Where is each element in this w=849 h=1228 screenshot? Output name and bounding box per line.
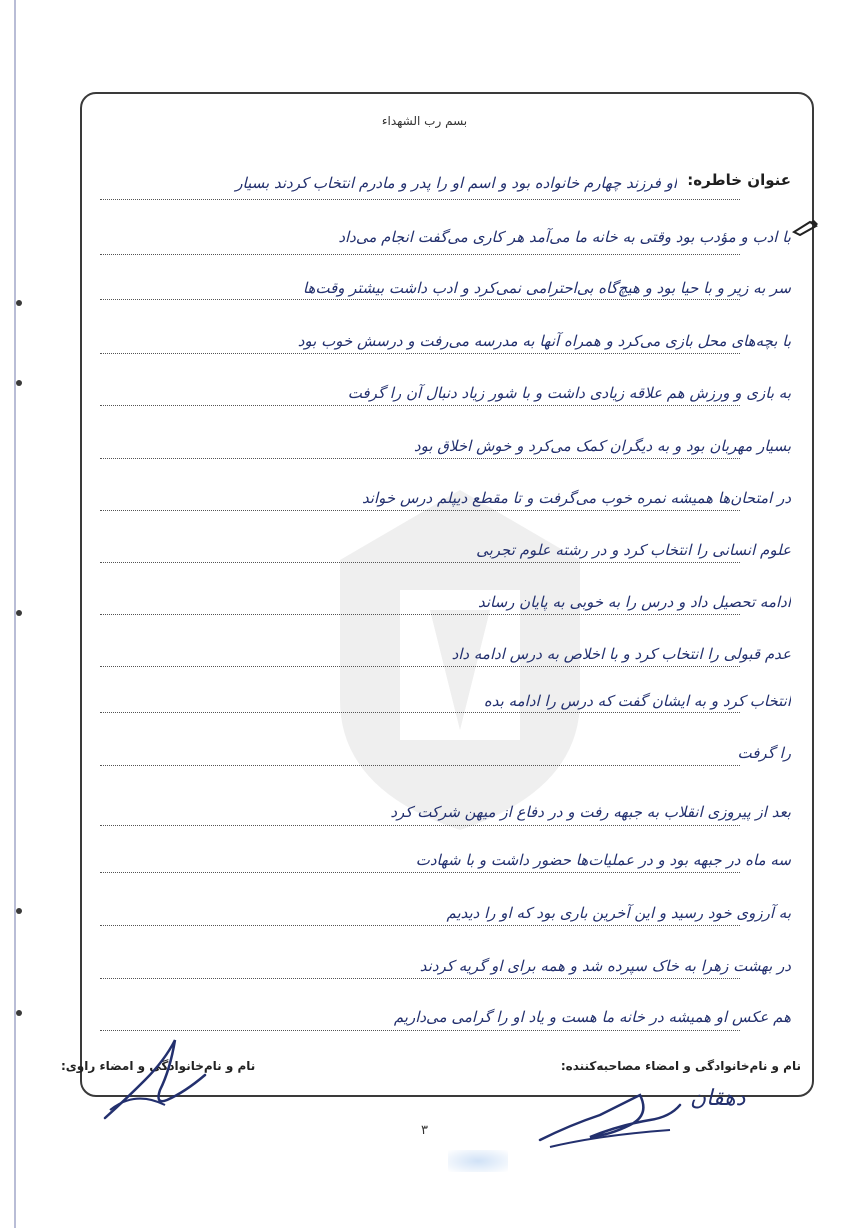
writing-rule (100, 765, 740, 766)
handwritten-line: سر به زیر و با حیا بود و هیچ‌گاه بی‌احترامی نمی‌کرد و ادب داشت بیشتر وقت‌ها (302, 279, 791, 297)
handwritten-line: بعد از پیروزی انقلاب به جبهه رفت و در دفاع از میهن شرکت کرد (390, 803, 791, 821)
writing-rule (100, 405, 740, 406)
ink-smudge (448, 1150, 508, 1172)
handwritten-line: عدم قبولی را انتخاب کرد و با اخلاص به درس ادامه داد (451, 645, 791, 663)
writing-rule (100, 614, 740, 615)
writing-rule (100, 872, 740, 873)
narrator-signature (95, 1030, 215, 1125)
writing-rule (100, 458, 740, 459)
page-number: ۳ (421, 1123, 428, 1138)
handwritten-line: بسیار مهربان بود و به دیگران کمک می‌کرد و خوش اخلاق بود (413, 437, 791, 455)
handwritten-line: را گرفت (737, 744, 791, 762)
handwritten-line: به آرزوی خود رسید و این آخرین باری بود که او را دیدیم (446, 904, 791, 922)
handwritten-line: هم عکس او همیشه در خانه ما هست و یاد او را گرامی می‌داریم (393, 1008, 791, 1026)
writing-rule (100, 666, 740, 667)
handwritten-line: با ادب و مؤدب بود وقتی به خانه ما می‌آمد هر کاری می‌گفت انجام می‌داد (338, 228, 791, 246)
handwritten-line: به بازی و ورزش هم علاقه زیادی داشت و با شور زیاد دنبال آن را گرفت (347, 384, 791, 402)
writing-rule (100, 978, 740, 979)
writing-rule (100, 353, 740, 354)
memory-title-label: عنوان خاطره: (687, 171, 791, 189)
handwritten-line: در امتحان‌ها همیشه نمره خوب می‌گرفت و تا مقطع دیپلم درس خواند (361, 489, 791, 507)
writing-rule (100, 925, 740, 926)
writing-rule (100, 712, 740, 713)
handwritten-line: ادامه تحصیل داد و درس را به خوبی به پایان رساند (477, 593, 791, 611)
punch-hole (16, 300, 22, 306)
interviewer-name: دهقان (690, 1086, 746, 1111)
punch-hole (16, 908, 22, 914)
handwritten-line: انتخاب کرد و به ایشان گفت که درس را ادامه بده (483, 692, 791, 710)
writing-rule (100, 825, 740, 826)
narrator-signature-label: نام و نام‌خانوادگی و امضاء راوی: (61, 1059, 256, 1073)
writing-rule (100, 562, 740, 563)
interviewer-signature (530, 1075, 690, 1155)
handwritten-line: با بچه‌های محل بازی می‌کرد و همراه آنها به مدرسه می‌رفت و درسش خوب بود (297, 332, 791, 350)
punch-hole (16, 1010, 22, 1016)
page-title: بسم رب الشهداء (381, 114, 468, 128)
pen-icon (792, 218, 820, 236)
interviewer-signature-label: نام و نام‌خانوادگی و امضاء مصاحبه‌کننده: (560, 1059, 801, 1073)
writing-rule (100, 254, 740, 255)
punch-hole (16, 610, 22, 616)
writing-rule (100, 510, 740, 511)
handwritten-line: او فرزند چهارم خانواده بود و اسم او را پدر و مادرم انتخاب کردند بسیار (235, 174, 677, 192)
handwritten-line: در بهشت زهرا به خاک سپرده شد و همه برای او گریه کردند (419, 957, 791, 975)
handwritten-line: علوم انسانی را انتخاب کرد و در رشته علوم تجربی (476, 541, 791, 559)
writing-rule (100, 199, 740, 200)
writing-rule (100, 299, 740, 300)
punch-hole (16, 380, 22, 386)
handwritten-line: سه ماه در جبهه بود و در عملیات‌ها حضور داشت و با شهادت (415, 851, 791, 869)
